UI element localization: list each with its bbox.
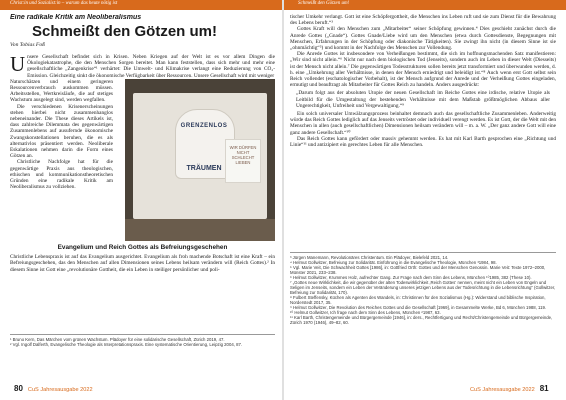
- block-quote: „Darum folgt aus der absoluten Utopie der neuen Gesellschaft im Reiche Gottes eine irdische, relative Utopie als Leitbild für die Umgestaltung der bestehenden Verhältnisse mit dem Maßstab größtmöglichen Abbaus aller Ungerechtigkeit, Unfreiheit und Vergewaltigung.“⁹: [296, 90, 550, 109]
- footnote: ⁶ Helmut Gollwitzer, Krummes Holz, aufrechter Gang. Zur Frage nach dem Sinn des Lebens, München ¹⁰1985, 382 (These 10).: [290, 275, 532, 280]
- page-spine: [282, 0, 284, 400]
- article-author: Von Tobias Foß: [10, 42, 45, 48]
- page-number-right: 81: [539, 384, 549, 393]
- footer-right: [470, 384, 549, 393]
- drop-cap: U: [10, 52, 26, 76]
- footnotes: [290, 252, 556, 325]
- footnote: ⁴ Helmut Gollwitzer, Befreiung zur Solidarität. Einführung in die Evangelische Theologie, München ³1984, 98.: [290, 260, 497, 265]
- footnote: ⁸ Fulbert Steffensky, Küchen als Agenten des Wandels, in: Christinnen für den Sozialismus (Hg.): Widerstand und biblische Inspiration, Norderstedt 2017, 35.: [290, 295, 546, 305]
- article-photo: [125, 79, 275, 241]
- footnote: ⁹ Helmut Gollwitzer, Die Revolution des Reiches Gottes und die Gesellschaft [1969], in Gesammelte Werke, Bd 6, München 1988, 119.: [290, 305, 547, 310]
- article-title: Schmeißt den Götzen um!: [32, 23, 218, 40]
- body-paragraph: Die Anrede Gottes ist insbesondere von Verheißungen bestimmt, die sich im hoffnungsmachenden Satz manifestieren: „Wir sind nicht allein.“⁶ Nicht nur nach dem biologischen Tod (Jenseits), sondern auch im Leben in dieser Welt (Diesseits) ist der Mensch nicht allein.⁷ Die gegenwärtigen Todesstrukturen sollen bereits jetzt transformiert und überwunden werden, d. h. eine „Umkehrung aller Verhältnisse, in denen der Mensch erniedrigt und beleidigt ist.“⁸ Auch wenn erst Gott selbst sein Reich vollendet (eschatologischer Vorbehalt), ist der Mensch aufgrund der Anrede und der Verheißung Gottes eingeladen, ermutigt und beauftragt als Mitarbeiter für Gottes Reich zu handeln. Anders ausgedrückt:: [290, 51, 556, 89]
- photo-sign: WIR DÜRFEN NICHT SCHLECHT LIEBEN: [225, 139, 261, 183]
- body-paragraph: Christliche Nachfolge hat für die gegenwärtige Praxis aus theologischen, ethischen und kommunikationstheoretischen Gründen eine radikale Kritik am Neoliberalismus zu vollziehen.: [10, 159, 113, 191]
- footnote: ¹⁰ Helmut Gollwitzer, Ich frage nach dem Sinn des Lebens, München ²1987, 63.: [290, 310, 441, 315]
- footnote: ¹¹ Karl Barth, Christengemeinde und Bürgergemeinde [1946], in: ders., Rechtfertigung und Recht/Christengemeinde und Bürgergemeinde, Zürich 1970 (1946), 49–82, 60.: [290, 315, 553, 325]
- page-number-left: 80: [14, 384, 23, 393]
- footnote: ⁵ Vgl. Marie Veit, Die Schwachheit Gottes [1986], in: Gottfried Orth: Gottes und der Menschen Genossin. Marie Veit: Texte 1972–2000, Münster 2021, 233–238.: [290, 265, 546, 275]
- footer-label-right: CuS Jahresausgabe 2022: [470, 387, 535, 393]
- body-paragraph: Naturschätzen und einem geringeren Ressourcenverbrauch auskommen müssen. Arbeitsstellen, Wertkreisläufe, die auf stetiges Wachstum ausgelegt sind, werden wegfallen.: [10, 78, 113, 104]
- footnote: ³ Jürgen Manemann, Revolutionäres Christentum. Ein Plädoyer, Bielefeld 2021, 14.: [290, 255, 449, 260]
- intro-text: nsere Gesellschaft befindet sich in Krisen. Neben Kriegen auf der Welt ist es vor allem Dingen die Ökologiekatastrophe, die den Menschen Sorgen bereitet. Man kann feststellen, dass sich mehr und mehr eine gesellschaftliche „Zangenkrise“¹ verhärtet: Die Umwelt- und Klimakrise verlangt eine Reduzierung von CO₂-Emission. Gleichzeitig sinkt die ökonomische Verfügbarkeit über Ressourcen. Unsere Gesellschaft wird mit weniger: [27, 54, 275, 79]
- body-paragraph: Ein solch universaler Umwälzungsprozess beinhaltet demnach auch das gesellschaftliche Zusammenleben. Anderweitig würde das Reich Gottes lediglich auf das Jenseits vertröstet oder individuell verengt werden. Es ist Gott, der die Welt mit den Menschen in allen (auch gesellschaftlichen) Dimensionen heilsam verändern will – m. a. W. „Der ganz andere Gott will eine ganz andere Gesellschaft.“¹⁰: [290, 111, 556, 136]
- body-paragraph: Christliche Lebenspraxis ist auf das Evangelium ausgerichtet. Evangelium als froh machende Botschaft ist eine Kraft – ein Befreiungsgeschehen, das den Menschen auf allen Dimensionen seines Lebens heilsam verändern will (Reich Gottes).² In diesem Sinne ist Gott eine „revolutionäre Gottheit, die ein Leben in steiliger persönlicher und poli-: [10, 254, 275, 273]
- left-page: [10, 14, 275, 384]
- photo-text-traeumen: TRÄUMEN: [186, 164, 222, 172]
- footnotes: [10, 334, 275, 347]
- right-page: [290, 14, 556, 384]
- running-head-left: Christ:in und Sozialist:in – warum das heute nötig ist: [10, 1, 118, 6]
- footnote: ² Vgl. Ingolf Dalferth, Evangelische Theologie als Interpretationspraxis. Eine systematische Orientierung, Leipzig 2004, 87.: [10, 342, 243, 347]
- left-text-column: [10, 79, 113, 191]
- running-head-right: Schmeißt den Götzen um!: [298, 1, 350, 6]
- footer-label-left: CuS Jahresausgabe 2022: [27, 387, 93, 393]
- body-paragraph: Das Reich Gottes kann gefördert oder massiv gehemmt werden. Es hat mit Karl Barth gesprochen eine „Richtung und Linie“¹¹ und antizipiert ein gerechtes Leben für alle Menschen.: [290, 135, 556, 149]
- body-paragraph: tischer Umkehr verlangt. Gott ist eine Schöpfergottheit, die Menschen ins Leben ruft und sie zum Dienst für die Bewahrung des Lebens beruft.“³: [290, 14, 556, 27]
- footer-left: [14, 384, 93, 393]
- body-paragraph: Die verschiedenen Krisenerscheinungen stehen hierbei nicht zusammenhanglos nebeneinander. Die These dieses Artikels ist, dass zahlreiche Dilemmata des gegenwärtigen Zusammenlebens auf ausufernde ökonomische Zwangskonstellationen beruhen, die es als alternativlos präsentiert werden. Neoliberale Eskalationen nehmen darin die Form eines Götzen an.: [10, 103, 113, 160]
- photo-text-grenzenlos: GRENZENLOS: [180, 122, 228, 129]
- footnote: ¹ Bruno Kern, Das Märchen vom grünen Wachstum. Plädoyer für eine solidarische Gesellschaft, Zürich 2019, 47.: [10, 337, 225, 342]
- photo-table: [125, 219, 275, 241]
- intro-paragraph: [10, 54, 275, 79]
- section-subheading: Evangelium und Reich Gottes als Befreiungsgeschehen: [57, 243, 228, 251]
- article-kicker: Eine radikale Kritik am Neoliberalismus: [10, 14, 142, 21]
- footnote: ⁷ „Gottes neue Wirklichkeit, die wir gegenüber der alten Todeswirklichkeit ‚Reich Gottes‘ nennen, meint nicht ein Leben von Engeln und Seligen im Jenseits, sondern ein Leben der Veränderung unseres jetzigen Lebens aus der Todesrichtung in die Lebensrichtung“ (Gollwitzer, Befreiung zur Solidarität, 170).: [290, 280, 556, 295]
- body-paragraph: Gottes Kraft will den Menschen zum „Mitarbeiter“ seiner Schöpfung gewinnen.⁴ Dies geschieht zunächst durch die Anrede Gottes („Gnade“). Gottes Gnade/Liebe wird um den Menschen (etwa durch Gottesdienste, Begegnungen mit Menschen, Erfahrungen in der Schöpfung oder diakonische Tätigkeiten). Sie zwingt ihn nicht (in diesem Sinne ist sie „ohnmächtig“⁵) und kommt in der Nachfolge des Menschen zur Vollendung.: [290, 26, 556, 52]
